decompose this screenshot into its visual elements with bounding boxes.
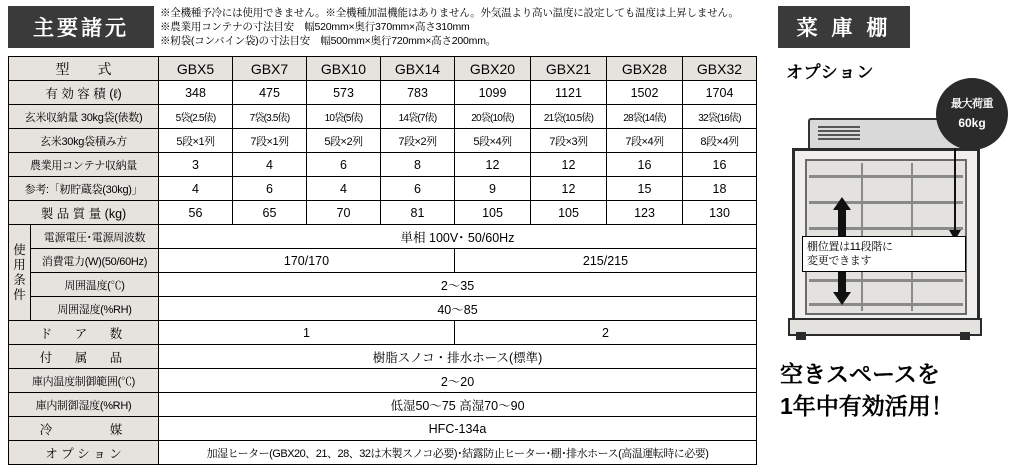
cell: 6 (307, 153, 381, 177)
cell: 6 (381, 177, 455, 201)
cell: 4 (159, 177, 233, 201)
row-label-container: 農業用コンテナ収納量 (9, 153, 159, 177)
cell: 130 (683, 201, 757, 225)
cell: 8 (381, 153, 455, 177)
row-label-weight: 製 品 質 量 (kg) (9, 201, 159, 225)
cell: 70 (307, 201, 381, 225)
cell: 7袋(3.5俵) (233, 105, 307, 129)
table-header-row (9, 57, 757, 81)
table-row (9, 105, 757, 129)
header-gbx32: GBX32 (683, 57, 757, 81)
cell: HFC-134a (159, 417, 757, 441)
cell: 215/215 (455, 249, 757, 273)
table-row (9, 441, 757, 465)
row-label-ambient-temp: 周囲温度(℃) (31, 273, 159, 297)
cell: 5段×2列 (307, 129, 381, 153)
cabinet-foot (960, 332, 970, 340)
header-gbx5: GBX5 (159, 57, 233, 81)
row-label-stacking: 玄米30kg袋積み方 (9, 129, 159, 153)
row-label-voltage: 電源電圧･電源周波数 (31, 225, 159, 249)
row-label-usage-conditions: 使 用 条 件 (9, 225, 31, 321)
cell: 7段×4列 (607, 129, 683, 153)
row-label-volume: 有 効 容 積 (ℓ) (9, 81, 159, 105)
max-load-number: 60 (958, 116, 972, 130)
vent-grill-icon (818, 126, 860, 142)
callout-leader-line (954, 148, 956, 236)
cell: 12 (455, 153, 531, 177)
cell: 樹脂スノコ・排水ホース(標準) (159, 345, 757, 369)
cell: 12 (531, 177, 607, 201)
max-load-label: 最大荷重 (951, 98, 993, 110)
header-gbx21: GBX21 (531, 57, 607, 81)
cell: 170/170 (159, 249, 455, 273)
cell: 65 (233, 201, 307, 225)
max-load-value (958, 111, 985, 133)
tagline-line-1: 空きスペースを (780, 361, 940, 387)
cell: 1 (159, 321, 455, 345)
cell: 105 (455, 201, 531, 225)
table-row (9, 153, 757, 177)
row-label-options: オ プ シ ョ ン (9, 441, 159, 465)
cell: 32袋(16俵) (683, 105, 757, 129)
table-row (9, 297, 757, 321)
cell: 3 (159, 153, 233, 177)
cell: 20袋(10俵) (455, 105, 531, 129)
cell: 1099 (455, 81, 531, 105)
cell: 56 (159, 201, 233, 225)
cell: 7段×2列 (381, 129, 455, 153)
shelf-position-callout (802, 236, 966, 272)
cell: 12 (531, 153, 607, 177)
cell: 1121 (531, 81, 607, 105)
cell: 10袋(5俵) (307, 105, 381, 129)
shelf-line (809, 175, 963, 178)
cabinet-foot (796, 332, 806, 340)
cell: 単相 100V･ 50/60Hz (159, 225, 757, 249)
table-row (9, 273, 757, 297)
header-gbx10: GBX10 (307, 57, 381, 81)
cell: 18 (683, 177, 757, 201)
cell: 1704 (683, 81, 757, 105)
shelf-option-panel (772, 6, 1010, 464)
table-row (9, 393, 757, 417)
callout-line-2: 変更できます (807, 255, 872, 267)
cell: 40〜85 (159, 297, 757, 321)
cell: 573 (307, 81, 381, 105)
specification-table (8, 56, 757, 465)
specifications-panel (8, 6, 756, 464)
row-label-refrigerant: 冷 媒 (9, 417, 159, 441)
row-label-power: 消費電力(W)(50/60Hz) (31, 249, 159, 273)
table-row (9, 249, 757, 273)
cell: 4 (307, 177, 381, 201)
table-row (9, 225, 757, 249)
cell: 105 (531, 201, 607, 225)
table-row (9, 201, 757, 225)
cell: 783 (381, 81, 455, 105)
cell: 7段×1列 (233, 129, 307, 153)
cell: 2〜35 (159, 273, 757, 297)
shelf-panel-title: 菜 庫 棚 (778, 6, 910, 48)
cell: 123 (607, 201, 683, 225)
table-row (9, 81, 757, 105)
row-label-accessories: 付 属 品 (9, 345, 159, 369)
header-gbx28: GBX28 (607, 57, 683, 81)
cell: 21袋(10.5俵) (531, 105, 607, 129)
tagline (780, 358, 954, 422)
cell: 16 (683, 153, 757, 177)
table-row (9, 321, 757, 345)
row-label-door-count: ド ア 数 (9, 321, 159, 345)
footnote-3: ※籾袋(コンバイン袋)の寸法目安 幅500mm×奥行720mm×高さ200mm。 (160, 35, 497, 47)
cell: 4 (233, 153, 307, 177)
table-row (9, 345, 757, 369)
row-label-paddy-bag: 参考:「籾貯蔵袋(30kg)」 (9, 177, 159, 201)
table-row (9, 129, 757, 153)
row-label-ambient-humidity: 周囲湿度(%RH) (31, 297, 159, 321)
cell: 475 (233, 81, 307, 105)
footnote-1: ※全機種予冷には使用できません。※全機種加温機能はありません。外気温より高い温度に設定しても温度は上昇しません。 (160, 7, 739, 19)
cell: 14袋(7俵) (381, 105, 455, 129)
header-gbx7: GBX7 (233, 57, 307, 81)
page-title: 主要諸元 (8, 6, 154, 48)
cabinet-illustration (786, 118, 982, 342)
cell: 16 (607, 153, 683, 177)
cell: 9 (455, 177, 531, 201)
header-gbx20: GBX20 (455, 57, 531, 81)
option-label: オプション (786, 63, 875, 82)
cell: 低湿50〜75 高湿70〜90 (159, 393, 757, 417)
header-gbx14: GBX14 (381, 57, 455, 81)
cell: 1502 (607, 81, 683, 105)
cell: 5段×1列 (159, 129, 233, 153)
footnote-2: ※農業用コンテナの寸法目安 幅520mm×奥行370mm×高さ310mm (160, 21, 470, 33)
header-model: 型 式 (9, 57, 159, 81)
footnotes (160, 6, 756, 48)
cell: 2 (455, 321, 757, 345)
cell: 15 (607, 177, 683, 201)
cell: 81 (381, 201, 455, 225)
cabinet-base (788, 318, 982, 336)
max-load-unit: kg (971, 116, 986, 130)
max-load-badge (936, 78, 1008, 150)
cell: 8段×4列 (683, 129, 757, 153)
row-label-rice-capacity: 玄米収納量 30kg袋(俵数) (9, 105, 159, 129)
cell: 7段×3列 (531, 129, 607, 153)
table-row (9, 417, 757, 441)
table-row (9, 177, 757, 201)
table-row (9, 369, 757, 393)
cell: 2〜20 (159, 369, 757, 393)
cell: 348 (159, 81, 233, 105)
cell: 28袋(14俵) (607, 105, 683, 129)
cell: 5袋(2.5俵) (159, 105, 233, 129)
cell: 6 (233, 177, 307, 201)
cell: 5段×4列 (455, 129, 531, 153)
tagline-line-2: 1年中有効活用！ (780, 393, 954, 419)
cell: 加湿ヒーター(GBX20、21、28、32は木製スノコ必要)･結露防止ヒーター･棚･排水ホース(高温運転時に必要) (159, 441, 757, 465)
row-label-internal-temp-range: 庫内温度制御範囲(℃) (9, 369, 159, 393)
callout-line-1: 棚位置は11段階に (807, 241, 893, 253)
row-label-internal-humidity: 庫内制御湿度(%RH) (9, 393, 159, 417)
